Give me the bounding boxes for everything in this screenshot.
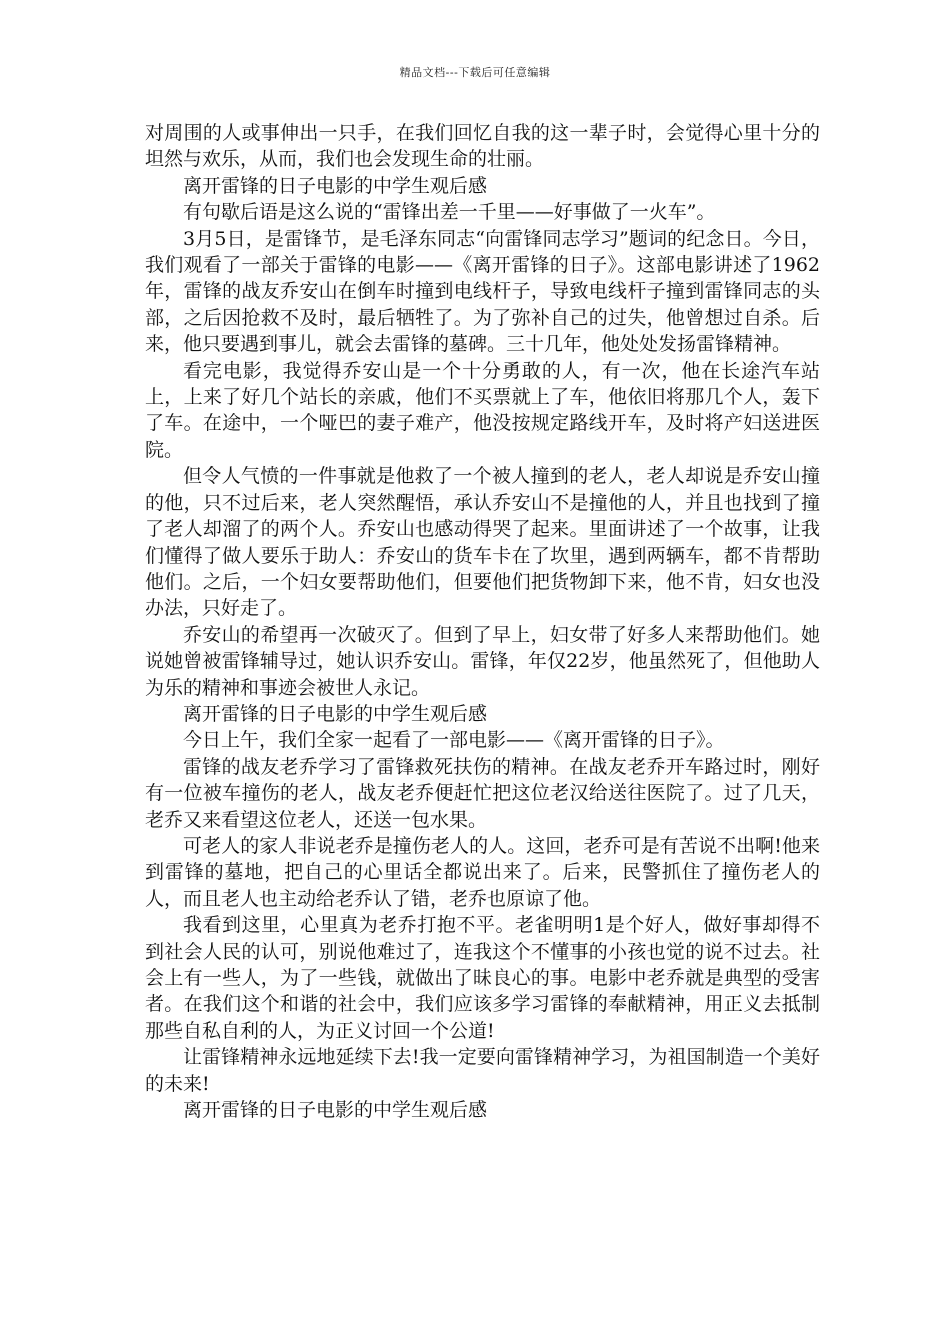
paragraph: 3月5日，是雷锋节，是毛泽东同志“向雷锋同志学习”题词的纪念日。今日，我们观看了一部关于雷锋的电影——《离开雷锋的日子》。这部电影讲述了1962年，雷锋的战友乔安山在倒车时撞到电线杆子，导致电线杆子撞到雷锋同志的头部，之后因抢救不及时，最后牺牲了。为了弥补自己的过失，他曾想过自杀。后来，他只要遇到事儿，就会去雷锋的墓碑。三十几年，他处处发扬雷锋精神。 xyxy=(145,227,820,356)
paragraph: 有句歇后语是这么说的“雷锋出差一千里——好事做了一火车”。 xyxy=(183,201,716,224)
paragraph: 但令人气愤的一件事就是他救了一个被人撞到的老人，老人却说是乔安山撞的他，只不过后来，老人突然醒悟，承认乔安山不是撞他的人，并且也找到了撞了老人却溜了的两个人。乔安山也感动得哭了起来。里面讲述了一个故事，让我们懂得了做人要乐于助人：乔安山的货车卡在了坎里，遇到两辆车，都不肯帮助他们。之后，一个妇女要帮助他们，但要他们把货物卸下来，他不肯，妇女也没办法，只好走了。 xyxy=(145,465,820,620)
paragraph: 乔安山的希望再一次破灭了。但到了早上，妇女带了好多人来帮助他们。她说她曾被雷锋辅导过，她认识乔安山。雷锋，年仅22岁，他虽然死了，但他助人为乐的精神和事迹会被世人永记。 xyxy=(145,623,820,699)
document-body xyxy=(145,120,820,1123)
paragraph: 我看到这里，心里真为老乔打抱不平。老雀明明1是个好人，做好事却得不到社会人民的认可，别说他难过了，连我这个不懂事的小孩也觉的说不过去。社会上有一些人，为了一些钱，就做出了昧良心的事。电影中老乔就是典型的受害者。在我们这个和谐的社会中，我们应该多学习雷锋的奉献精神，用正义去抵制那些自私自利的人，为正义讨回一个公道! xyxy=(145,914,820,1042)
section-heading: 离开雷锋的日子电影的中学生观后感 xyxy=(183,702,488,725)
section-heading: 离开雷锋的日子电影的中学生观后感 xyxy=(183,1099,488,1122)
page-header: 精品文档---下载后可任意编辑 xyxy=(399,66,551,79)
paragraph: 对周围的人或事伸出一只手，在我们回忆自我的这一辈子时，会觉得心里十分的坦然与欢乐，从而，我们也会发现生命的壮丽。 xyxy=(145,122,820,171)
section-heading: 离开雷锋的日子电影的中学生观后感 xyxy=(183,174,488,197)
paragraph: 今日上午，我们全家一起看了一部电影——《离开雷锋的日子》。 xyxy=(183,729,725,752)
paragraph: 雷锋的战友老乔学习了雷锋救死扶伤的精神。在战友老乔开车路过时，刚好有一位被车撞伤的老人，战友老乔便赶忙把这位老汉给送往医院了。过了几天，老乔又来看望这位老人，还送一包水果。 xyxy=(145,755,820,831)
paragraph: 让雷锋精神永远地延续下去!我一定要向雷锋精神学习，为祖国制造一个美好的未来! xyxy=(145,1046,820,1095)
paragraph: 可老人的家人非说老乔是撞伤老人的人。这回，老乔可是有苦说不出啊!他来到雷锋的墓地，把自己的心里话全都说出来了。后来，民警抓住了撞伤老人的人，而且老人也主动给老乔认了错，老乔也原谅了他。 xyxy=(145,834,820,910)
paragraph: 看完电影，我觉得乔安山是一个十分勇敢的人，有一次，他在长途汽车站上，上来了好几个站长的亲戚，他们不买票就上了车，他依旧将那几个人，轰下了车。在途中，一个哑巴的妻子难产，他没按规定路线开车，及时将产妇送进医院。 xyxy=(145,359,820,461)
